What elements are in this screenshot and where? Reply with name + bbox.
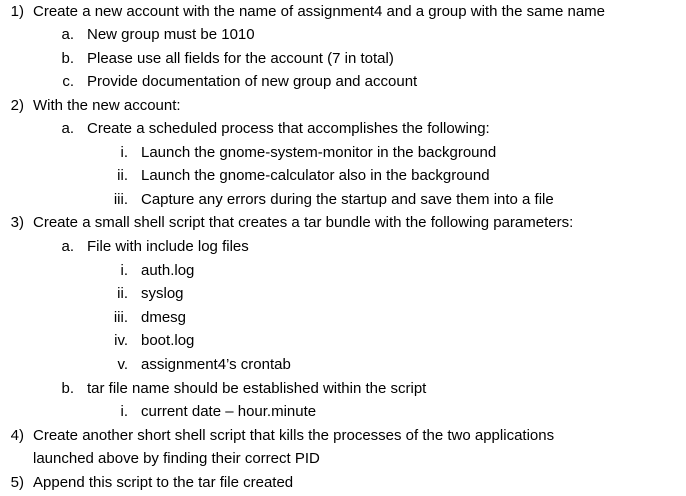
list-number: b. xyxy=(61,50,74,67)
list-text: File with include log files xyxy=(87,238,249,255)
list-text: Provide documentation of new group and account xyxy=(87,73,418,90)
list-text: current date – hour.minute xyxy=(141,403,317,420)
list-number: v. xyxy=(117,356,128,373)
list-number: 1) xyxy=(10,3,24,20)
list-number: i. xyxy=(120,403,128,420)
list-text: boot.log xyxy=(141,332,195,349)
list-text: auth.log xyxy=(141,262,195,279)
list-number: b. xyxy=(61,380,74,397)
list-number: i. xyxy=(120,262,128,279)
list-text: dmesg xyxy=(141,309,187,326)
list-number: 3) xyxy=(10,214,24,231)
list-text: assignment4’s crontab xyxy=(141,356,291,373)
list-text: launched above by finding their correct PID xyxy=(33,450,320,467)
list-number: 5) xyxy=(10,474,24,491)
list-number: i. xyxy=(120,144,128,161)
list-text: Create a new account with the name of assignment4 and a group with the same name xyxy=(33,3,605,20)
list-number: iv. xyxy=(114,332,128,349)
list-text: Launch the gnome-system-monitor in the background xyxy=(141,144,497,161)
list-number: ii. xyxy=(117,167,128,184)
list-number: a. xyxy=(61,238,74,255)
list-number: 4) xyxy=(10,427,24,444)
list-number: a. xyxy=(61,26,74,43)
list-text: Create another short shell script that kills the processes of the two applications xyxy=(33,427,555,444)
list-text: Create a small shell script that creates a tar bundle with the following parameters: xyxy=(33,214,574,231)
list-number: ii. xyxy=(117,285,128,302)
list-text: New group must be 1010 xyxy=(87,26,255,43)
list-text: Launch the gnome-calculator also in the background xyxy=(141,167,490,184)
list-number: iii. xyxy=(113,309,128,326)
list-text: Create a scheduled process that accomplishes the following: xyxy=(87,120,490,137)
list-number: 2) xyxy=(10,97,24,114)
list-text: Please use all fields for the account (7 in total) xyxy=(87,50,394,67)
list-number: c. xyxy=(62,73,74,90)
list-text: With the new account: xyxy=(33,97,181,114)
list-text: Capture any errors during the startup and save them into a file xyxy=(141,191,554,208)
list-text: tar file name should be established within the script xyxy=(87,380,427,397)
list-text: syslog xyxy=(141,285,184,302)
list-number: a. xyxy=(61,120,74,137)
list-text: Append this script to the tar file created xyxy=(33,474,294,491)
list-number: iii. xyxy=(113,191,128,208)
